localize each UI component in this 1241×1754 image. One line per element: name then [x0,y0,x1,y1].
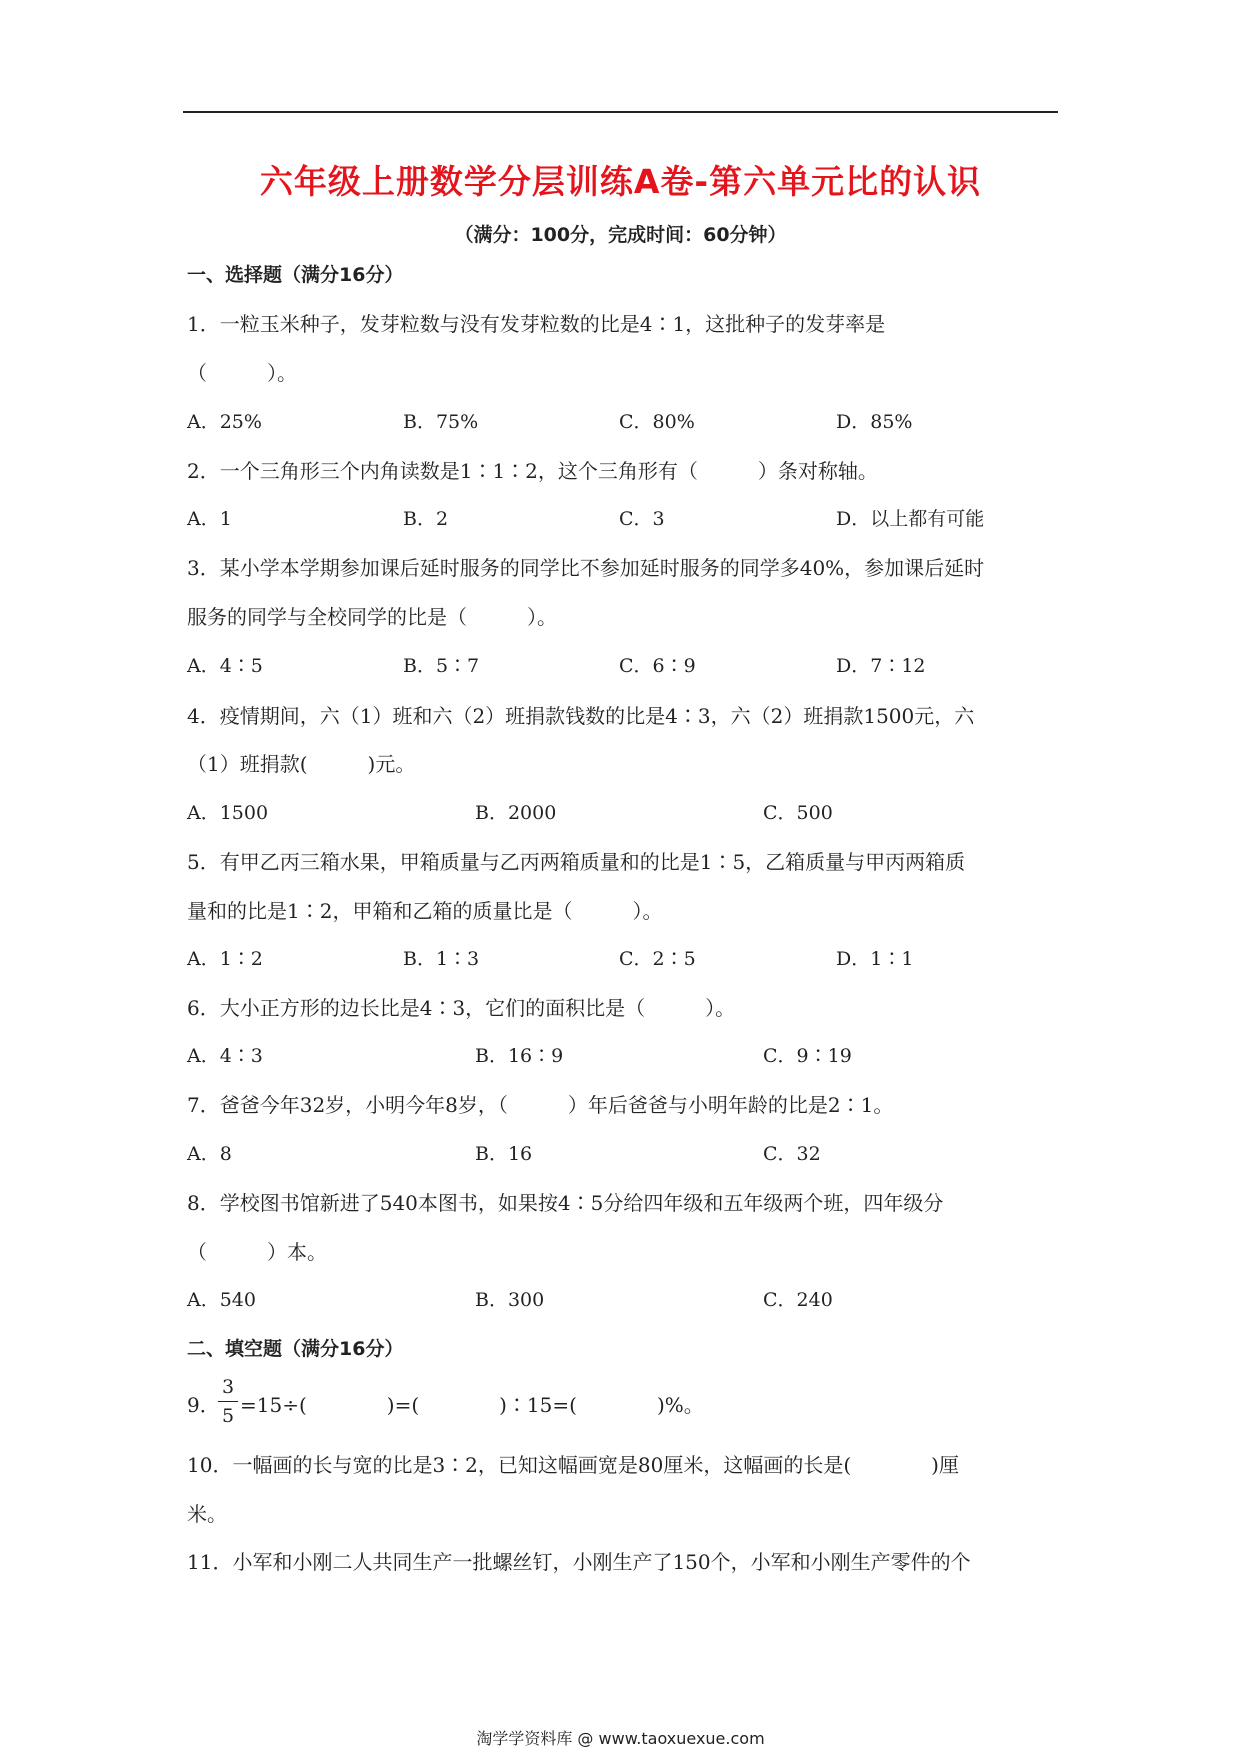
question-6-option-b: B．16∶9 [475,1045,564,1067]
question-11-text: 11．小军和小刚二人共同生产一批螺丝钉，小刚生产了150个，小军和小刚生产零件的个 [187,1550,971,1574]
question-4-option-a: A．1500 [187,802,269,824]
question-10-text: 10．一幅画的长与宽的比是3∶2，已知这幅画宽是80厘米，这幅画的长是( )厘 [187,1453,959,1477]
question-10-text-cont: 米。 [187,1502,227,1526]
section-heading-choice: 一、选择题（满分16分） [187,264,404,286]
question-2-option-b: B．2 [403,508,449,530]
question-1-option-a: A．25% [187,411,262,433]
question-4-text: 4．疫情期间，六（1）班和六（2）班捐款钱数的比是4∶3，六（2）班捐款1500元，六 [187,704,975,728]
question-3-option-b: B．5∶7 [403,655,480,677]
question-3-option-d: D．7∶12 [836,655,926,677]
header-rule [183,111,1058,113]
question-8-blank: （ ）本。 [187,1240,327,1264]
question-2-option-c: C．3 [619,508,665,530]
page-title: 六年级上册数学分层训练A卷-第六单元比的认识 [259,162,982,201]
question-9-text: =15÷( )=( )∶15=( )%。 [240,1393,704,1417]
question-1-option-b: B．75% [403,411,479,433]
question-6-option-c: C．9∶19 [763,1045,852,1067]
question-8-option-b: B．300 [475,1289,545,1311]
question-7-option-a: A．8 [187,1143,232,1165]
fraction-bar [218,1401,238,1402]
question-7-option-b: B．16 [475,1143,533,1165]
footer-watermark: 淘学学资料库 @ www.taoxuexue.com [476,1729,765,1748]
exam-info: （满分：100分，完成时间：60分钟） [454,224,787,246]
question-8-option-a: A．540 [187,1289,256,1311]
fraction-numerator: 3 [221,1376,235,1398]
question-5-option-b: B．1∶3 [403,948,480,970]
question-8-text: 8．学校图书馆新进了540本图书，如果按4∶5分给四年级和五年级两个班，四年级分 [187,1191,944,1215]
question-6-option-a: A．4∶3 [187,1045,263,1067]
fraction-denominator: 5 [221,1405,235,1427]
question-2-option-a: A．1 [187,508,232,530]
question-2-option-d: D．以上都有可能 [836,508,985,530]
question-3-text-cont: 服务的同学与全校同学的比是（ ）。 [187,605,557,629]
question-9-fraction [218,1375,238,1428]
question-7-option-c: C．32 [763,1143,821,1165]
question-1-text: 1．一粒玉米种子，发芽粒数与没有发芽粒数的比是4∶1，这批种子的发芽率是 [187,312,886,336]
question-1-option-d: D．85% [836,411,913,433]
question-5-option-d: D．1∶1 [836,948,914,970]
question-5-option-c: C．2∶5 [619,948,696,970]
question-3-text: 3．某小学本学期参加课后延时服务的同学比不参加延时服务的同学多40%，参加课后延时 [187,556,985,580]
question-8-option-c: C．240 [763,1289,833,1311]
question-2-text: 2．一个三角形三个内角读数是1∶1∶2，这个三角形有（ ）条对称轴。 [187,459,878,483]
question-7-text: 7．爸爸今年32岁，小明今年8岁，（ ）年后爸爸与小明年龄的比是2∶1。 [187,1093,894,1117]
question-9-number: 9． [187,1393,220,1417]
question-5-text: 5．有甲乙丙三箱水果，甲箱质量与乙丙两箱质量和的比是1∶5，乙箱质量与甲丙两箱质 [187,850,966,874]
question-5-option-a: A．1∶2 [187,948,263,970]
question-1-blank: （ ）。 [187,361,297,385]
section-heading-fill: 二、填空题（满分16分） [187,1338,404,1360]
question-4-text-cont: （1）班捐款( )元。 [187,752,416,776]
question-1-option-c: C．80% [619,411,695,433]
question-3-option-c: C．6∶9 [619,655,696,677]
question-4-option-b: B．2000 [475,802,557,824]
question-5-text-cont: 量和的比是1∶2，甲箱和乙箱的质量比是（ ）。 [187,899,663,923]
question-3-option-a: A．4∶5 [187,655,263,677]
question-4-option-c: C．500 [763,802,833,824]
question-6-text: 6．大小正方形的边长比是4∶3，它们的面积比是（ ）。 [187,996,736,1020]
